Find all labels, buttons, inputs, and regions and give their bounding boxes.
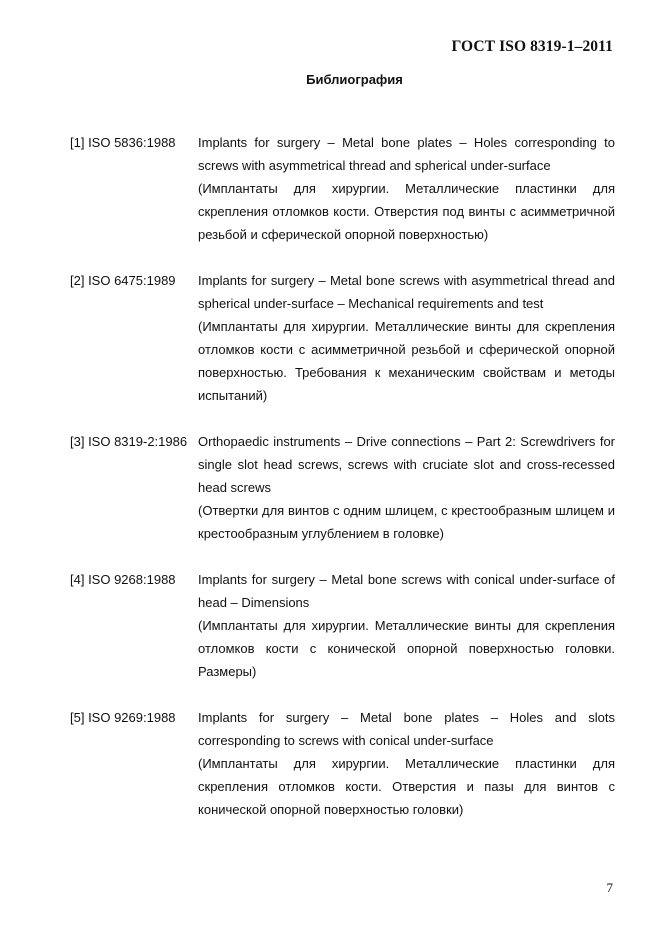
reference-english-title: Orthopaedic instruments – Drive connections – Part 2: Screwdrivers for single slot head screws, screws with cruciate slot and cross-recessed head screws	[198, 434, 615, 495]
section-title: Библиография	[306, 72, 403, 87]
bibliography-entry	[70, 269, 615, 407]
bibliography-entry	[70, 430, 615, 545]
reference-number: [4] ISO 9268:1988	[70, 572, 176, 587]
reference-english-title: Implants for surgery – Metal bone screws with asymmetrical thread and spherical under-surface – Mechanical requirements and test	[198, 273, 615, 311]
reference-body	[198, 568, 615, 683]
bibliography-entry	[70, 131, 615, 246]
reference-russian-title: (Имплантаты для хирургии. Металлические пластинки для скрепления отломков кости. Отверстия и пазы для винтов с конической опорной поверхностью головки)	[198, 756, 615, 817]
reference-russian-title: (Отвертки для винтов с одним шлицем, с крестообразным шлицем и крестообразным углублением в головке)	[198, 503, 615, 541]
reference-english-title: Implants for surgery – Metal bone plates – Holes corresponding to screws with asymmetrical thread and spherical under-surface	[198, 135, 615, 173]
reference-body	[198, 430, 615, 545]
reference-body	[198, 706, 615, 821]
page-number: 7	[606, 880, 613, 895]
reference-english-title: Implants for surgery – Metal bone plates – Holes and slots corresponding to screws with conical under-surface	[198, 710, 615, 748]
reference-body	[198, 269, 615, 407]
reference-russian-title: (Имплантаты для хирургии. Металлические винты для скрепления отломков кости с асимметричной резьбой и сферической опорной поверхностью. Требования к механическим свойствам и методы испытаний)	[198, 319, 615, 403]
reference-number: [1] ISO 5836:1988	[70, 135, 176, 150]
bibliography-entry	[70, 706, 615, 821]
reference-number: [2] ISO 6475:1989	[70, 273, 176, 288]
standard-code: ГОСТ ISO 8319-1–2011	[451, 38, 613, 55]
reference-english-title: Implants for surgery – Metal bone screws with conical under-surface of head – Dimensions	[198, 572, 615, 610]
reference-body	[198, 131, 615, 246]
reference-number: [3] ISO 8319-2:1986	[70, 434, 188, 449]
bibliography-list	[70, 131, 615, 844]
reference-russian-title: (Имплантаты для хирургии. Металлические винты для скрепления отломков кости с конической опорной поверхностью головки. Размеры)	[198, 618, 615, 679]
reference-russian-title: (Имплантаты для хирургии. Металлические пластинки для скрепления отломков кости. Отверстия под винты с асимметричной резьбой и сферической опорной поверхностью)	[198, 181, 615, 242]
bibliography-entry	[70, 568, 615, 683]
reference-number: [5] ISO 9269:1988	[70, 710, 176, 725]
